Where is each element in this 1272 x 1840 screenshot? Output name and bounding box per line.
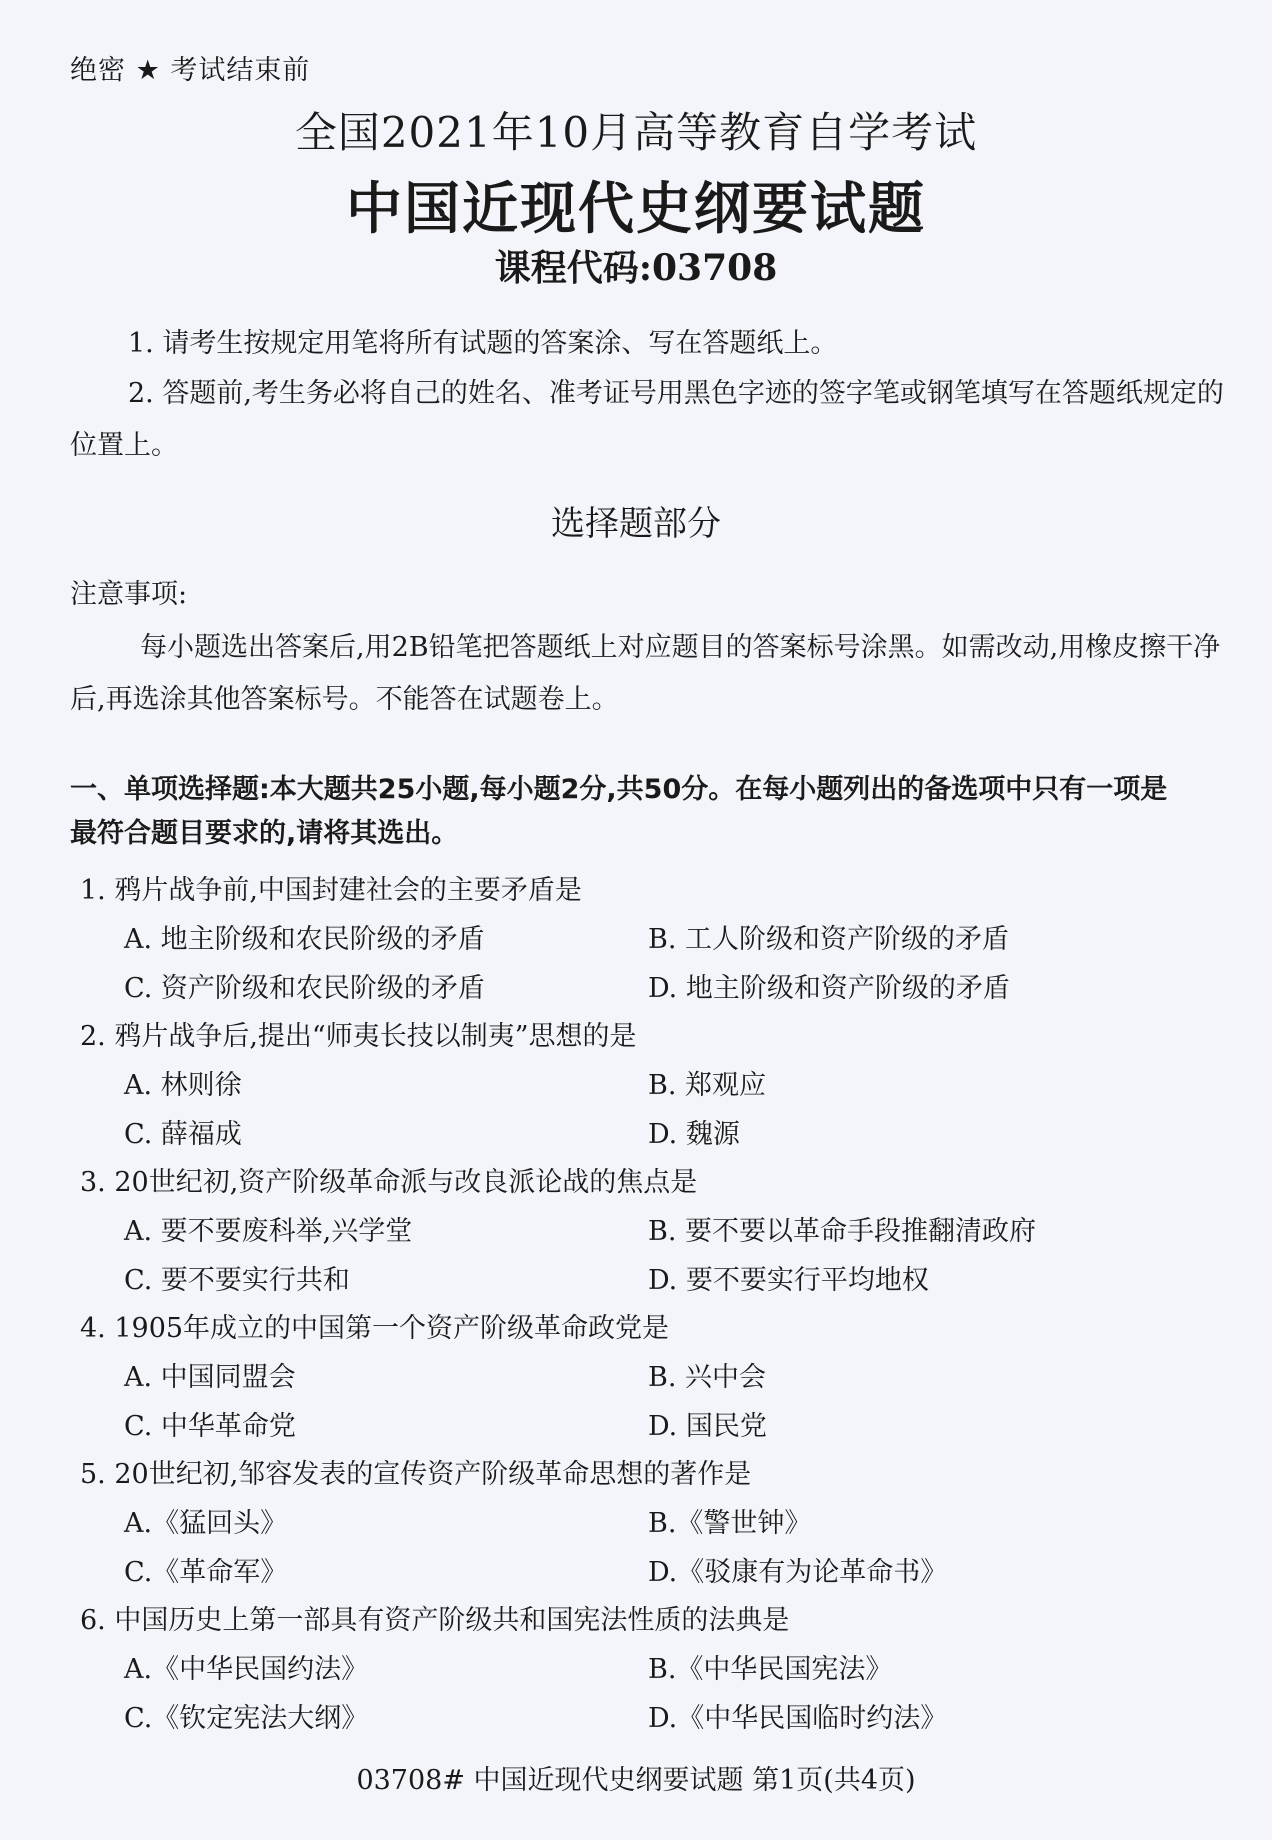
question-stem: 2. 鸦片战争后,提出“师夷长技以制夷”思想的是 <box>80 1021 637 1052</box>
option-d: D.《驳康有为论革命书》 <box>648 1557 948 1588</box>
question-stem: 5. 20世纪初,邹容发表的宣传资产阶级革命思想的著作是 <box>80 1459 752 1490</box>
exam-title: 全国2021年10月高等教育自学考试 <box>294 108 978 157</box>
confidential-label: 绝密 ★ 考试结束前 <box>70 55 311 86</box>
option-c: C. 要不要实行共和 <box>124 1265 350 1296</box>
question-stem: 1. 鸦片战争前,中国封建社会的主要矛盾是 <box>80 875 582 906</box>
option-a: A. 要不要废科举,兴学堂 <box>124 1216 413 1247</box>
question-stem: 4. 1905年成立的中国第一个资产阶级革命政党是 <box>80 1313 670 1344</box>
instruction-1: 1. 请考生按规定用笔将所有试题的答案涂、写在答题纸上。 <box>128 328 838 359</box>
option-b: B.《中华民国宪法》 <box>648 1654 893 1685</box>
part-heading: 一、单项选择题:本大题共25小题,每小题2分,共50分。在每小题列出的备选项中只有一项是最符合题目要求的,请将其选出。 <box>70 774 1168 849</box>
option-a: A. 地主阶级和农民阶级的矛盾 <box>124 924 485 955</box>
option-d: D.《中华民国临时约法》 <box>648 1703 948 1734</box>
option-b: B. 工人阶级和资产阶级的矛盾 <box>648 924 1010 955</box>
option-d: D. 要不要实行平均地权 <box>648 1265 929 1296</box>
option-c: C.《钦定宪法大纲》 <box>124 1703 369 1734</box>
option-c: C. 资产阶级和农民阶级的矛盾 <box>124 973 485 1004</box>
course-code: 课程代码:03708 <box>494 247 778 289</box>
option-c: C. 中华革命党 <box>124 1411 296 1442</box>
option-a: A.《中华民国约法》 <box>124 1654 369 1685</box>
page-footer: 03708# 中国近现代史纲要试题 第1页(共4页) <box>356 1765 916 1796</box>
section-title: 选择题部分 <box>551 504 721 544</box>
option-b: B. 郑观应 <box>648 1070 767 1101</box>
option-c: C.《革命军》 <box>124 1557 288 1588</box>
option-a: A. 中国同盟会 <box>124 1362 296 1393</box>
option-d: D. 魏源 <box>648 1119 740 1150</box>
option-d: D. 国民党 <box>648 1411 767 1442</box>
option-b: B. 要不要以革命手段推翻清政府 <box>648 1216 1037 1247</box>
paper-title: 中国近现代史纲要试题 <box>346 177 926 242</box>
option-a: A. 林则徐 <box>124 1070 242 1101</box>
option-c: C. 薛福成 <box>124 1119 242 1150</box>
option-b: B.《警世钟》 <box>648 1508 812 1539</box>
notice-label: 注意事项: <box>70 579 188 610</box>
option-a: A.《猛回头》 <box>124 1508 288 1539</box>
question-stem: 3. 20世纪初,资产阶级革命派与改良派论战的焦点是 <box>80 1167 698 1198</box>
notice-body: 每小题选出答案后,用2B铅笔把答题纸上对应题目的答案标号涂黑。如需改动,用橡皮擦干净后,再选涂其他答案标号。不能答在试题卷上。 <box>70 632 1221 715</box>
option-b: B. 兴中会 <box>648 1362 767 1393</box>
question-stem: 6. 中国历史上第一部具有资产阶级共和国宪法性质的法典是 <box>80 1605 790 1636</box>
instruction-2: 2. 答题前,考生务必将自己的姓名、准考证号用黑色字迹的签字笔或钢笔填写在答题纸规定的位置上。 <box>70 378 1224 461</box>
option-d: D. 地主阶级和资产阶级的矛盾 <box>648 973 1010 1004</box>
